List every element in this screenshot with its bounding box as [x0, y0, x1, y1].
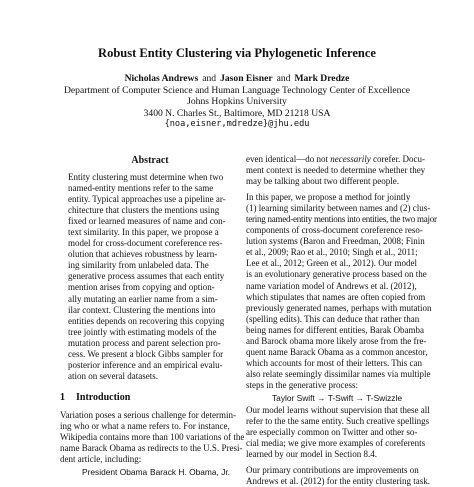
body-line: Andrews et al. (2012) for the entity clustering task.	[246, 476, 430, 487]
body-line: name Barack Obama as redirects to the U.S. Presi-	[60, 443, 243, 454]
emphasis-text: necessarily	[330, 154, 371, 164]
abstract-line: entity. Typical approaches use a pipeline ar-	[68, 194, 226, 205]
author-block	[0, 73, 474, 131]
body-line: ing who or what a name refers to. For instance,	[60, 420, 230, 431]
body-line	[246, 154, 428, 165]
body-line: Our model learns without supervision that these all	[246, 404, 430, 415]
body-line: Our primary contributions are improvements on	[246, 465, 419, 476]
body-line: ment context is needed to determine whether they	[246, 165, 426, 176]
body-line: which accounts for most of their letters. This can	[246, 357, 423, 368]
abstract-line: chitecture that clusters the mentions using	[68, 205, 220, 216]
right-column	[246, 154, 437, 487]
abstract-line: ally mutating an earlier name from a sim-	[68, 293, 218, 304]
abstract-line: fixed or learned measures of name and con-	[68, 216, 226, 227]
abstract-line: text similarity. In this paper, we propose a	[68, 227, 219, 238]
abstract-line: olution that achieves robustness by learn-	[68, 249, 218, 260]
author-emails: {noa,eisner,mdredze}@jhu.edu	[164, 119, 310, 129]
left-column	[60, 155, 245, 478]
author-name: Jason Eisner	[220, 73, 273, 84]
body-line: lution systems (Baron and Freedman, 2008; Finin	[246, 236, 425, 247]
abstract-line: cess. We present a block Gibbs sampler for	[68, 348, 224, 359]
name-example: Barack H. Obama, Jr.	[150, 467, 231, 478]
section-title: Introduction	[76, 391, 131, 403]
body-line: previously generated names, perhaps with mutation	[246, 302, 432, 313]
body-line: steps in the generative process:	[246, 379, 358, 390]
affiliation-line: 3400 N. Charles St., Baltimore, MD 21218 USA	[143, 107, 331, 119]
abstract-line: ing similarity from unlabeled data. The	[68, 260, 209, 271]
body-line: are especially common on Twitter and other so-	[246, 427, 418, 438]
abstract-line: entities depends on recovering this copying	[68, 315, 225, 326]
body-line: tering named-entity mentions into entities, the two major	[246, 214, 437, 225]
abstract-line: tree jointly with estimating models of the	[68, 326, 217, 337]
body-line: (1) learning similarity between names and (2) clus-	[246, 203, 431, 214]
body-line: which stipulates that names are often copied from	[246, 291, 426, 302]
abstract-line: generative process assumes that each entity	[68, 271, 225, 282]
body-line: being names for different entities, Barak Obamba	[246, 324, 425, 335]
abstract-line: posterior inference and an empirical evalu-	[68, 359, 223, 370]
abstract-line: ation on several datasets.	[68, 370, 158, 381]
body-line: is an evolutionary generative process based on the	[246, 269, 427, 280]
author-name: Mark Dredze	[294, 73, 350, 84]
abstract-line: model for cross-document coreference res-	[68, 238, 223, 249]
body-line: may be talking about two different people.	[246, 176, 400, 187]
body-line: Lee et al., 2012; Green et al., 2012). Our model	[246, 258, 417, 269]
section-number: 1	[60, 391, 65, 403]
body-line: refer to the the same entity. Such creative spellings	[246, 416, 430, 427]
body-text: corefer. Docu-	[370, 154, 425, 164]
name-chain-example: Taylor Swift → T-Swift → T-Swizzle	[272, 392, 402, 403]
body-line: Wikipedia contains more than 100 variations of the	[60, 431, 245, 442]
name-example: President Obama	[82, 467, 148, 478]
body-line: cial media; we give more examples of coreferents	[246, 438, 426, 449]
intro-paragraph	[60, 409, 245, 465]
paper-title: Robust Entity Clustering via Phylogenetic Inference	[98, 46, 376, 60]
body-line: components of cross-document coreference reso-	[246, 225, 423, 236]
author-separator: and	[276, 73, 291, 84]
body-line: learned by our model in Section 8.4.	[246, 449, 377, 460]
abstract-line: named-entity mentions refer to the same	[68, 183, 214, 194]
body-line: Variation poses a serious challenge for determin-	[60, 409, 236, 420]
author-separator: and	[202, 73, 217, 84]
body-line: name variation model of Andrews et al. (2012),	[246, 280, 417, 291]
section-heading	[60, 392, 240, 404]
abstract-heading: Abstract	[131, 155, 169, 166]
body-line: and Barock obama more likely arose from the fre-	[246, 335, 427, 346]
body-line: (spelling edits). This can deduce that rather than	[246, 313, 420, 324]
author-name: Nicholas Andrews	[124, 73, 199, 84]
affiliation-line: Johns Hopkins University	[187, 96, 287, 107]
abstract-line: mutation process and parent selection pro-	[68, 337, 221, 348]
abstract-line: mention arises from copying and option-	[68, 282, 215, 293]
name-examples	[60, 467, 240, 478]
body-line: et al., 2009; Rao et al., 2010; Singh et al., 2011;	[246, 247, 418, 258]
affiliation-line: Department of Computer Science and Human Language Technology Center of Excellence	[64, 84, 410, 96]
body-line: also relate seemingly dissimilar names via multiple	[246, 368, 431, 379]
body-line: In this paper, we propose a method for jointly	[246, 192, 411, 203]
body-line: dent article, including:	[60, 454, 142, 465]
abstract-line: ilar context. Clustering the mentions into	[68, 304, 216, 315]
author-names	[0, 73, 474, 85]
body-line: quent name Barack Obama as a common ancestor,	[246, 346, 428, 357]
body-text: even identical—do not	[246, 154, 331, 164]
abstract-body	[60, 172, 240, 382]
abstract-line: Entity clustering must determine when two	[68, 172, 224, 182]
